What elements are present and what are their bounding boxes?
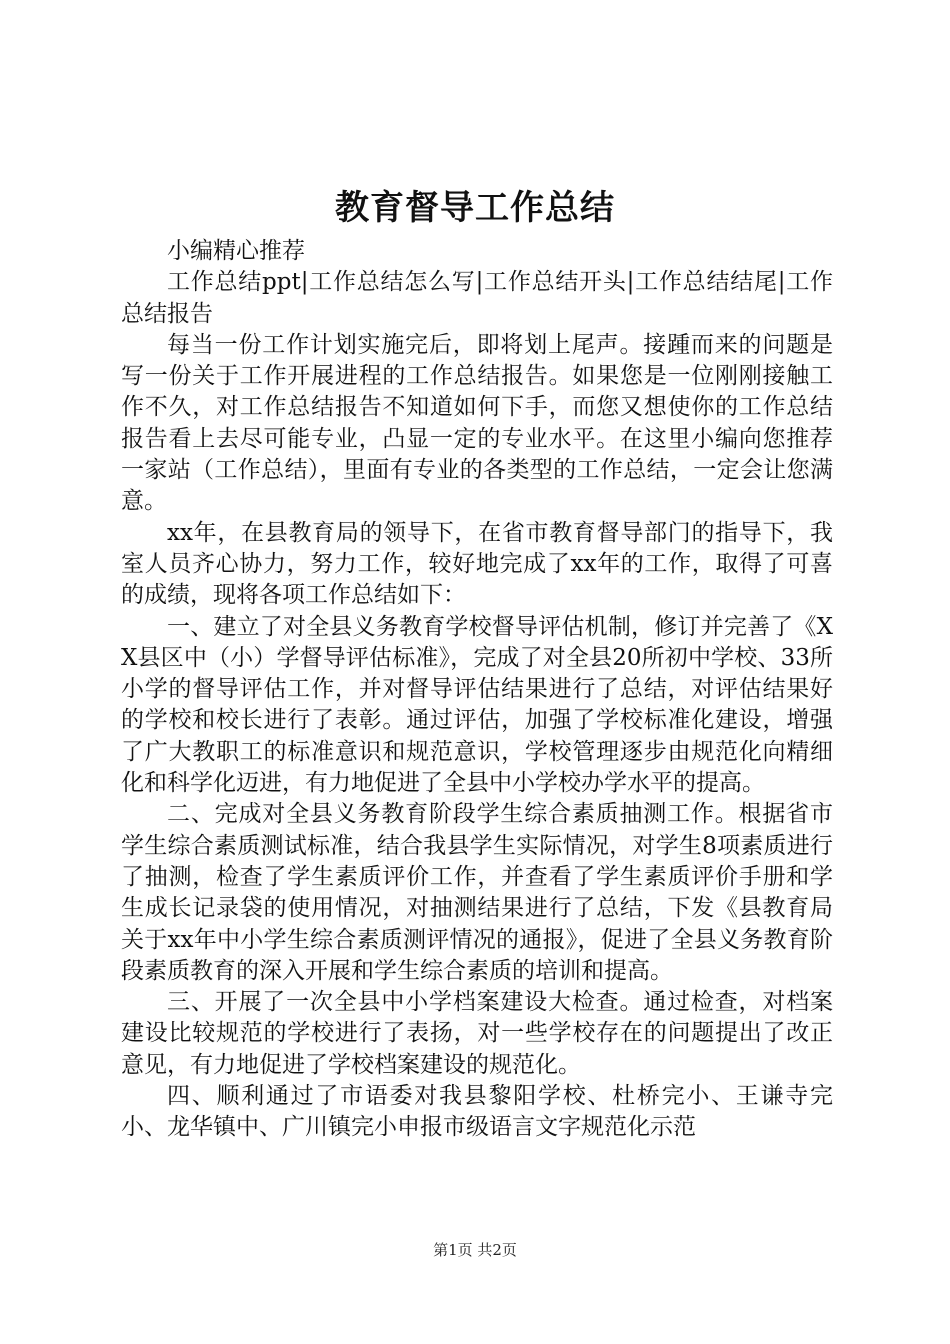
section-one-paragraph: 一、建立了对全县义务教育学校督导评估机制，修订并完善了《XX县区中（小）学督导评估标准》，完成了对全县20所初中学校、33所小学的督导评估工作，并对督导评估结果进行了总结，对评估结果好的学校和校长进行了表彰。通过评估，加强了学校标准化建设，增强了广大教职工的标准意识和规范意识，学校管理逐步由规范化向精细化和科学化迈进，有力地促进了全县中小学校办学水平的提高。 (121, 613, 833, 797)
links-line: 工作总结ppt|工作总结怎么写|工作总结开头|工作总结结尾|工作总结报告 (121, 269, 833, 327)
document-body (121, 236, 833, 1144)
section-three-paragraph: 三、开展了一次全县中小学档案建设大检查。通过检查，对档案建设比较规范的学校进行了表扬，对一些学校存在的问题提出了改正意见，有力地促进了学校档案建设的规范化。 (121, 989, 833, 1078)
document-title: 教育督导工作总结 (335, 188, 615, 228)
overview-paragraph: xx年，在县教育局的领导下，在省市教育督导部门的指导下，我室人员齐心协力，努力工作，较好地完成了xx年的工作，取得了可喜的成绩，现将各项工作总结如下： (121, 519, 833, 609)
recommend-line: 小编精心推荐 (167, 238, 305, 264)
page-number-footer: 第1页 共2页 (433, 1241, 517, 1259)
section-four-paragraph: 四、顺利通过了市语委对我县黎阳学校、杜桥完小、王谦寺完小、龙华镇中、广川镇完小申报市级语言文字规范化示范 (121, 1083, 833, 1141)
intro-paragraph: 每当一份工作计划实施完后，即将划上尾声。接踵而来的问题是写一份关于工作开展进程的工作总结报告。如果您是一位刚刚接触工作不久，对工作总结报告不知道如何下手，而您又想使你的工作总结报告看上去尽可能专业，凸显一定的专业水平。在这里小编向您推荐一家站（工作总结），里面有专业的各类型的工作总结，一定会让您满意。 (121, 331, 833, 515)
section-two-paragraph: 二、完成对全县义务教育阶段学生综合素质抽测工作。根据省市学生综合素质测试标准，结合我县学生实际情况，对学生8项素质进行了抽测，检查了学生素质评价工作，并查看了学生素质评价手册和学生成长记录袋的使用情况，对抽测结果进行了总结，下发《县教育局关于xx年中小学生综合素质测评情况的通报》，促进了全县义务教育阶段素质教育的深入开展和学生综合素质的培训和提高。 (121, 801, 833, 984)
